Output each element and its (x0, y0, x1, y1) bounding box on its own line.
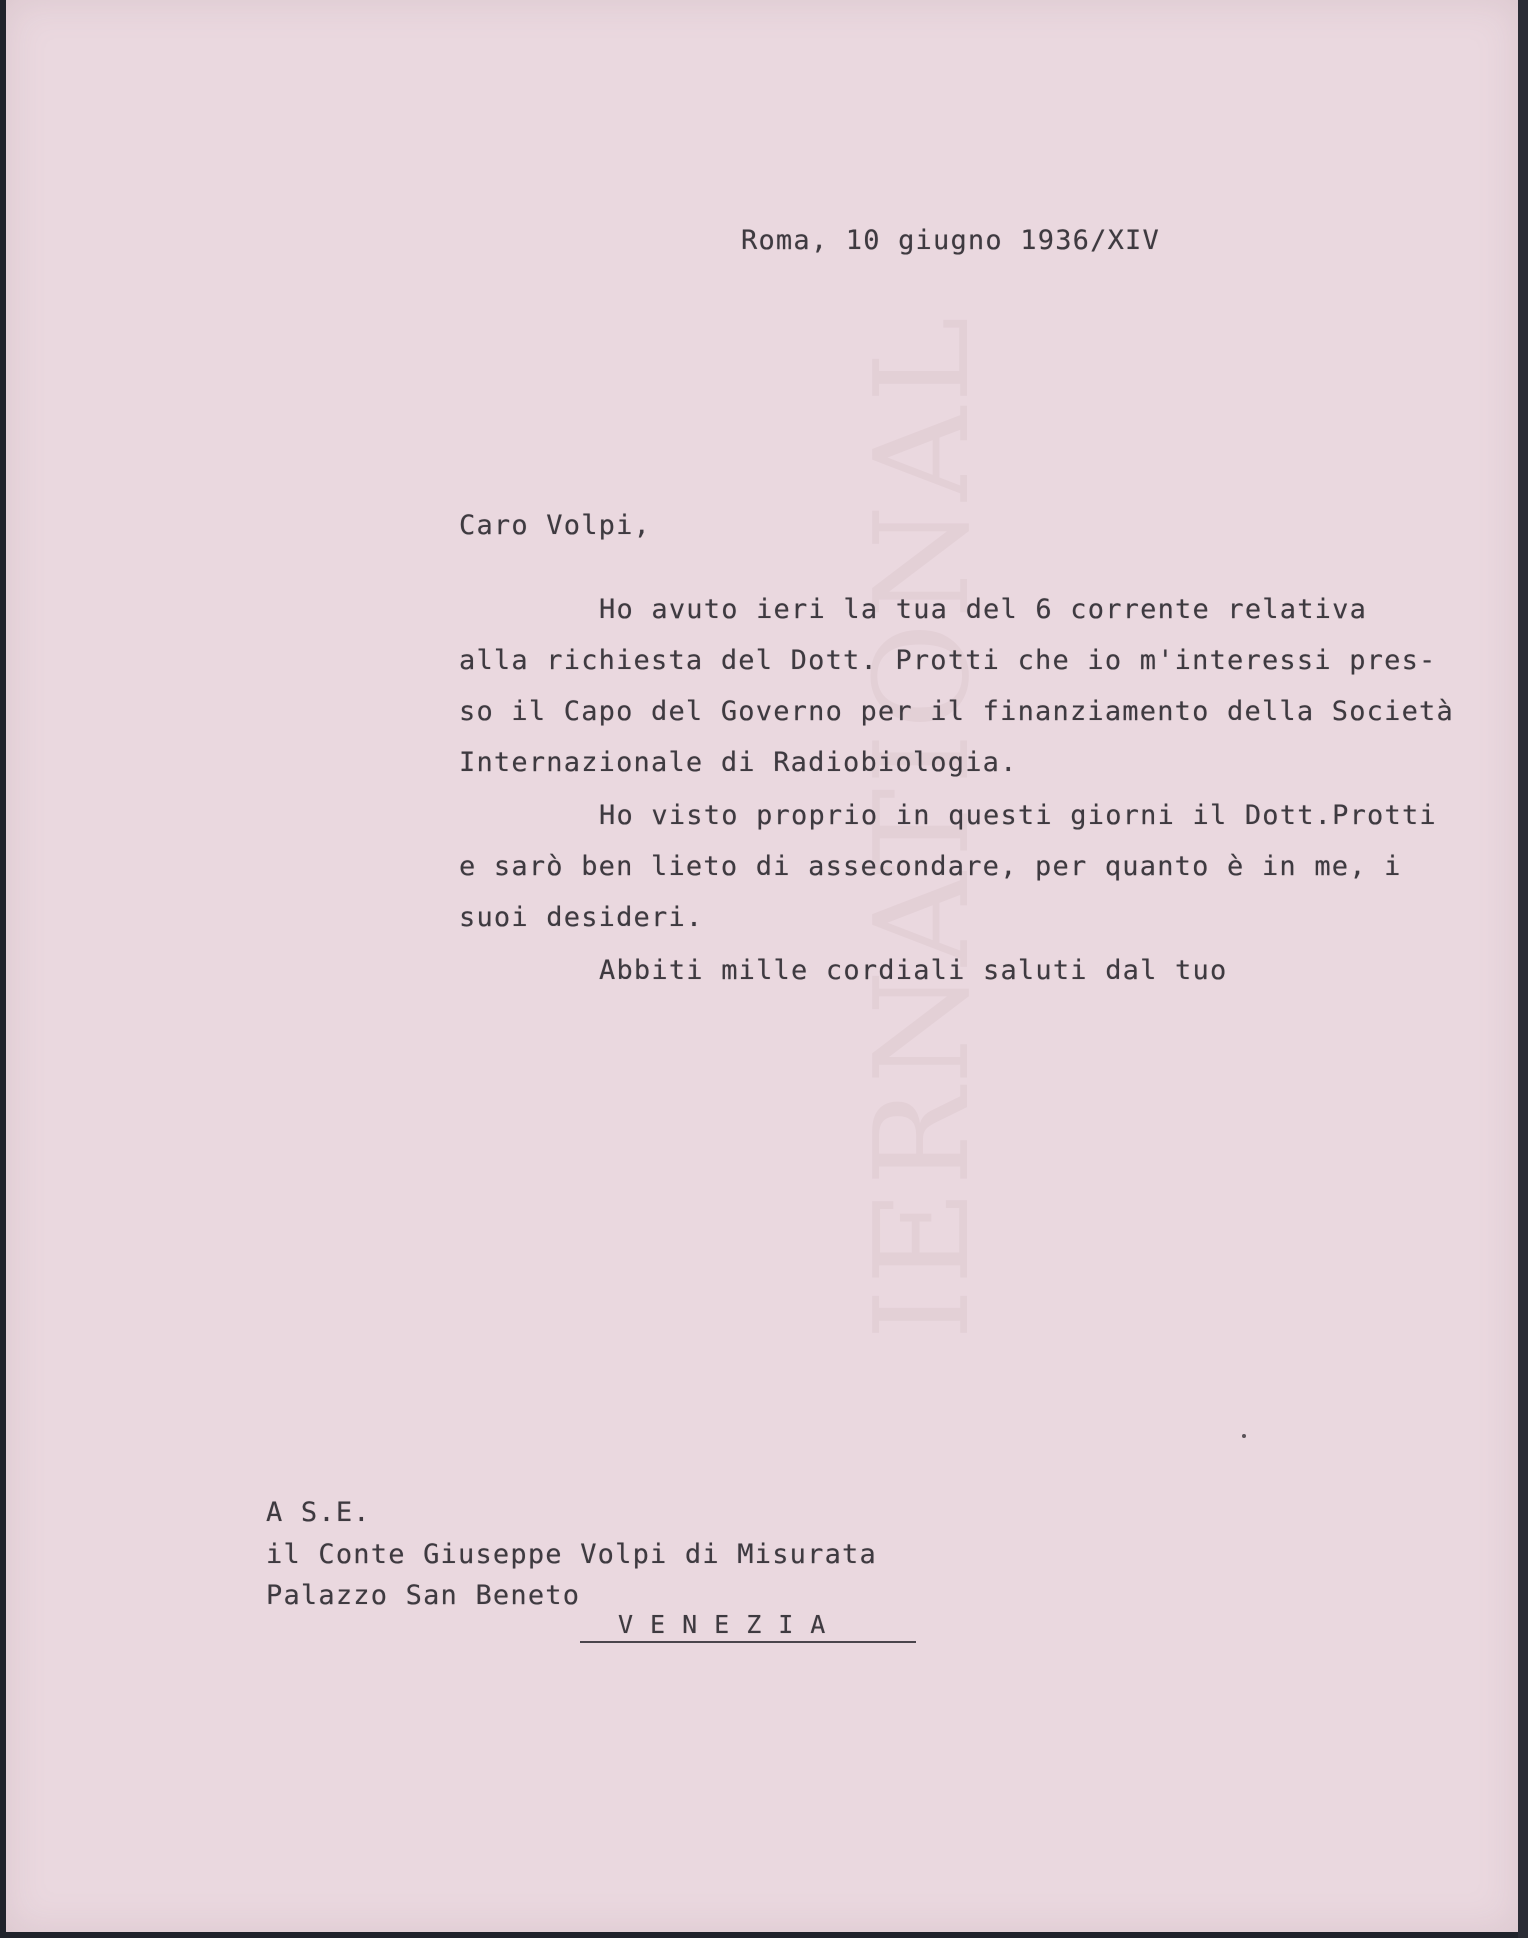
address-line: Palazzo San Beneto (266, 1580, 581, 1611)
body-line: Internazionale di Radiobiologia. (459, 747, 1018, 778)
body-line: so il Capo del Governo per il finanziamento della Società (459, 696, 1454, 727)
body-line: alla richiesta del Dott. Protti che io m'interessi pres- (459, 645, 1437, 676)
body-line: suoi desideri. (459, 902, 704, 933)
body-line: Ho visto proprio in questi giorni il Dott.Protti (599, 800, 1437, 831)
letter-date: Roma, 10 giugno 1936/XIV (741, 225, 1160, 256)
city-underline (580, 1641, 916, 1643)
address-line: il Conte Giuseppe Volpi di Misurata (266, 1539, 877, 1570)
scan-edge (1518, 0, 1528, 1938)
body-line: e sarò ben lieto di assecondare, per quanto è in me, i (459, 851, 1402, 882)
address-line: A S.E. (266, 1497, 371, 1528)
address-city: VENEZIA (618, 1610, 843, 1639)
paper-speck (1242, 1434, 1246, 1438)
body-line: Ho avuto ieri la tua del 6 corrente relativa (599, 594, 1368, 625)
paper-watermark: IERNATIONAL (846, 312, 998, 1340)
letter-sheet (6, 0, 1518, 1932)
letter-salutation: Caro Volpi, (459, 510, 652, 541)
body-line: Abbiti mille cordiali saluti dal tuo (599, 955, 1228, 986)
